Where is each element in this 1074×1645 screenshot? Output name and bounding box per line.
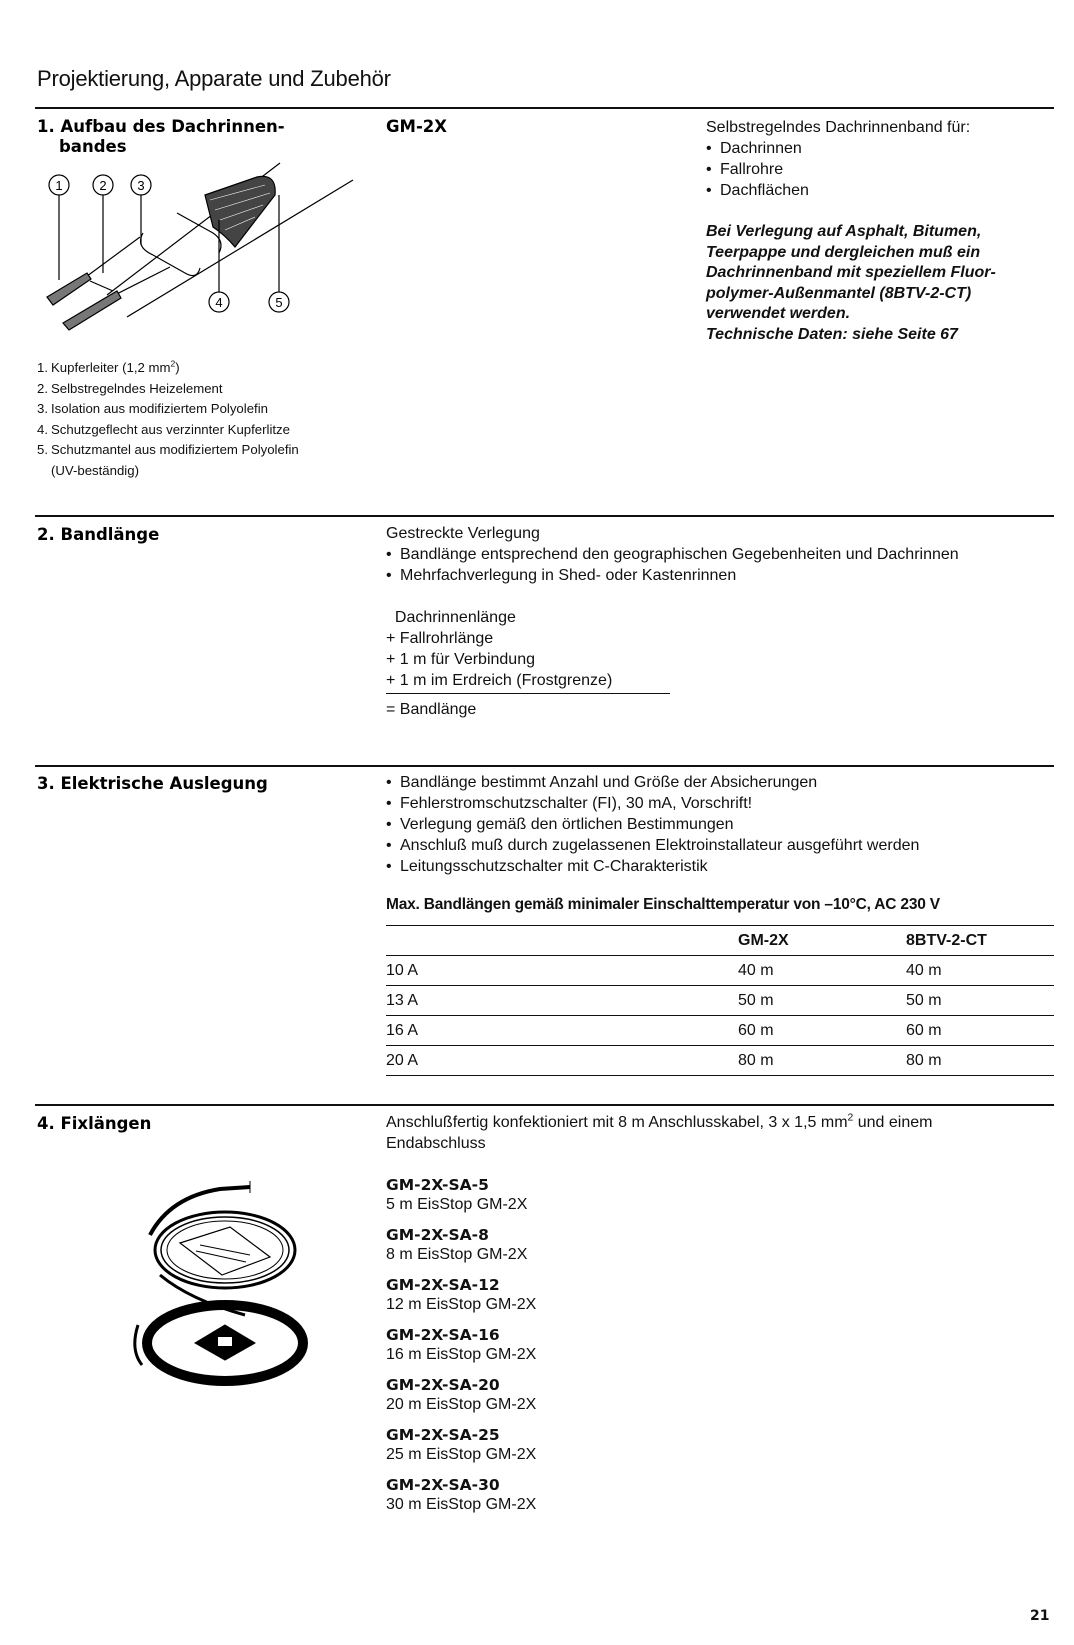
bullet-item: • Bandlänge bestimmt Anzahl und Größe der Absicherungen [386,772,1066,793]
product-desc: 8 m EisStop GM-2X [386,1246,528,1263]
svg-text:4: 4 [215,295,223,310]
tech-data-reference: Technische Daten: siehe Seite 67 [706,325,958,343]
use-item: • Dachrinnen [706,138,1066,159]
page-number: 21 [1030,1608,1050,1624]
product-list [386,1175,786,1525]
product-code: GM-2X-SA-30 [386,1476,500,1494]
svg-text:5: 5 [275,295,283,310]
product-desc: 5 m EisStop GM-2X [386,1196,528,1213]
section2-rule [35,515,1054,517]
svg-text:2: 2 [99,178,107,193]
max-length-table [386,925,1054,1076]
product-description: Selbstregelndes Dachrinnenband für: • Dachrinnen • Fallrohre • Dachflächen Bei Verlegung auf Asphalt, Bitumen, Teerpappe und dergleichen muß ein Dachrinnenband mit speziellem Fluor- polymer-Außenmantel (8BTV-2-CT) verwendet werden. Technische Daten: siehe Seite 67 [706,117,1066,345]
product-desc: 25 m EisStop GM-2X [386,1446,537,1463]
section2-heading: 2. Bandlänge [37,525,160,544]
use-item: • Fallrohre [706,159,1066,180]
product-code: GM-2X-SA-12 [386,1276,500,1294]
component-legend [37,358,367,481]
col-8btv: 8BTV-2-CT [906,926,1054,956]
section3-rule [35,765,1054,767]
calc-result: = Bandlänge [386,701,477,718]
legend-item: 5. Schutzmantel aus modifiziertem Polyolefin (UV-beständig) [37,442,299,478]
svg-text:1: 1 [55,178,63,193]
table-row: 16 A 60 m 60 m [386,1016,1054,1046]
uses-list [706,138,1066,201]
table-title: Max. Bandlängen gemäß minimaler Einschalttemperatur von –10°C, AC 230 V [386,896,940,913]
length-calculation: Dachrinnenlänge + Fallrohrlänge + 1 m für Verbindung + 1 m im Erdreich (Frostgrenze) = Bandlänge [386,607,670,720]
legend-item: 1. Kupferleiter (1,2 $mm^2$) [37,358,180,375]
table-row: 13 A 50 m 50 m [386,986,1054,1016]
cable-coil-illustration [130,1175,350,1395]
product-item [386,1225,786,1265]
bullet-item: • Anschluß muß durch zugelassenen Elektroinstallateur ausgeführt werden [386,835,1066,856]
section4-intro: Anschlußfertig konfektioniert mit 8 m Anschlusskabel, 3 x 1,5 $mm^2$ und einem Endabschluss [386,1112,933,1152]
product-item [386,1175,786,1215]
section4-heading: 4. Fixlängen [37,1114,152,1133]
bullet-item: • Leitungsschutzschalter mit C-Charakteristik [386,856,1066,877]
table-row: 10 A 40 m 40 m [386,956,1054,986]
bullet-item: • Fehlerstromschutzschalter (FI), 30 mA, Vorschrift! [386,793,1066,814]
section3-heading: 3. Elektrische Auslegung [37,774,268,793]
legend-item: 2. Selbstregelndes Heizelement [37,380,223,396]
legend-item: 3. Isolation aus modifiziertem Polyolefin [37,401,268,416]
product-code: GM-2X-SA-20 [386,1376,500,1394]
svg-text:3: 3 [137,178,145,193]
product-item [386,1425,786,1465]
product-code: GM-2X-SA-8 [386,1226,489,1244]
table-header-row [386,926,1054,956]
bullet-item: • Bandlänge entsprechend den geographischen Gegebenheiten und Dachrinnen [386,544,960,565]
product-name: GM-2X [386,117,448,136]
section3-bullets [386,772,1066,877]
asphalt-note: Bei Verlegung auf Asphalt, Bitumen, Teerpappe und dergleichen muß ein Dachrinnenband mit speziellem Fluor- polymer-Außenmantel (8BTV-2-CT) verwendet werden. Technische Daten: siehe Seite 67 [706,222,1066,345]
product-item [386,1325,786,1365]
legend-item: 4. Schutzgeflecht aus verzinnter Kupferlitze [37,421,290,437]
product-code: GM-2X-SA-5 [386,1176,489,1194]
product-item [386,1475,786,1515]
section2-bullets [386,544,986,586]
section2-content: Gestreckte Verlegung • Bandlänge entsprechend den geographischen Gegebenheiten und Dachrinnen • Mehrfachverlegung in Shed- oder Kastenrinnen Dachrinnenlänge + Fallrohrlänge + 1 m für Verbindung + 1 m im Erdreich (Frostgrenze) = Bandlänge [386,523,986,720]
section1-heading: 1. Aufbau des Dachrinnen- bandes [37,117,285,156]
page-title: Projektierung, Apparate und Zubehör [37,66,391,91]
product-desc: 20 m EisStop GM-2X [386,1396,537,1413]
product-code: GM-2X-SA-16 [386,1326,500,1344]
product-item [386,1375,786,1415]
product-desc: 12 m EisStop GM-2X [386,1296,537,1313]
table-row: 20 A 80 m 80 m [386,1046,1054,1076]
product-desc: 16 m EisStop GM-2X [386,1346,537,1363]
bullet-item: • Mehrfachverlegung in Shed- oder Kastenrinnen [386,565,986,586]
heating-cable-diagram [35,155,365,335]
bullet-item: • Verlegung gemäß den örtlichen Bestimmungen [386,814,1066,835]
product-desc: 30 m EisStop GM-2X [386,1496,537,1513]
product-code: GM-2X-SA-25 [386,1426,500,1444]
section4-rule [35,1104,1054,1106]
use-item: • Dachflächen [706,180,1066,201]
title-rule [35,107,1054,109]
col-gm2x: GM-2X [738,926,906,956]
product-item [386,1275,786,1315]
